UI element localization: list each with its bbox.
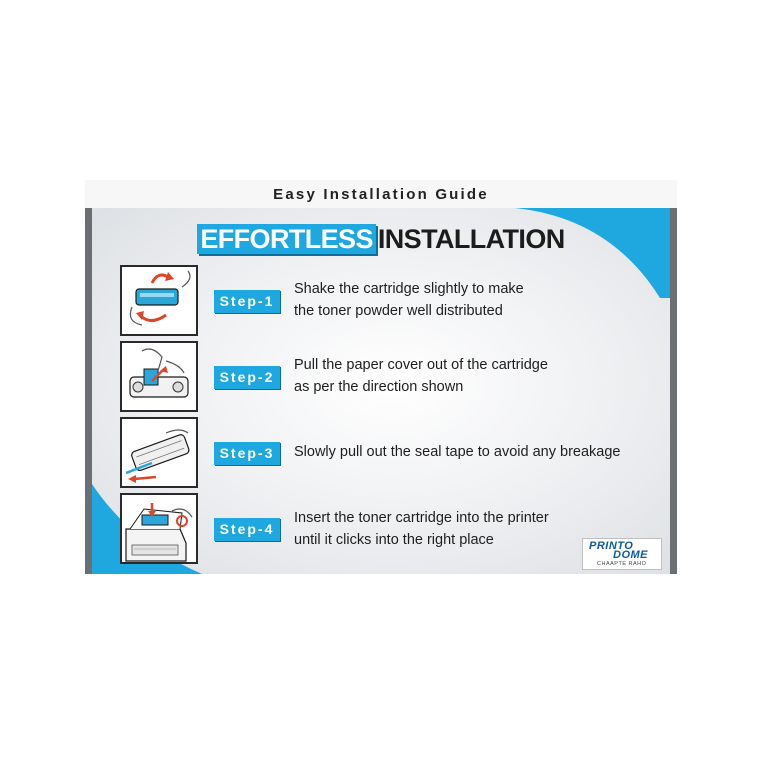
shake-cartridge-illustration bbox=[120, 265, 198, 336]
banner-title bbox=[92, 222, 670, 256]
step-1-line-1: Shake the cartridge slightly to make bbox=[294, 281, 524, 297]
step-4-line-2: until it clicks into the right place bbox=[294, 532, 494, 548]
step-2-text bbox=[294, 354, 674, 398]
step-3-badge: Step-3 bbox=[214, 442, 280, 465]
banner-rest: INSTALLATION bbox=[377, 224, 565, 254]
step-1-badge: Step-1 bbox=[214, 290, 280, 313]
guide-title: Easy Installation Guide bbox=[273, 186, 489, 203]
insert-printer-illustration bbox=[120, 493, 198, 564]
step-4-badge: Step-4 bbox=[214, 518, 280, 541]
step-2-badge: Step-2 bbox=[214, 366, 280, 389]
logo-line-2: DOME bbox=[613, 549, 648, 561]
banner-highlight: EFFORTLESS bbox=[197, 224, 376, 254]
seal-tape-illustration bbox=[120, 417, 198, 488]
step-1-line-2: the toner powder well distributed bbox=[294, 303, 503, 319]
logo-line-1: PRINTO bbox=[589, 540, 634, 552]
remove-cover-illustration bbox=[120, 341, 198, 412]
step-4-line-1: Insert the toner cartridge into the printer bbox=[294, 510, 549, 526]
step-2-line-2: as per the direction shown bbox=[294, 379, 464, 395]
brand-logo bbox=[582, 538, 662, 570]
step-1-text bbox=[294, 278, 674, 322]
step-3-line-1: Slowly pull out the seal tape to avoid any breakage bbox=[294, 444, 621, 460]
step-3-text bbox=[294, 441, 674, 463]
step-2-line-1: Pull the paper cover out of the cartridge bbox=[294, 357, 548, 373]
logo-tagline: CHAAPTE RAHO bbox=[597, 561, 647, 567]
